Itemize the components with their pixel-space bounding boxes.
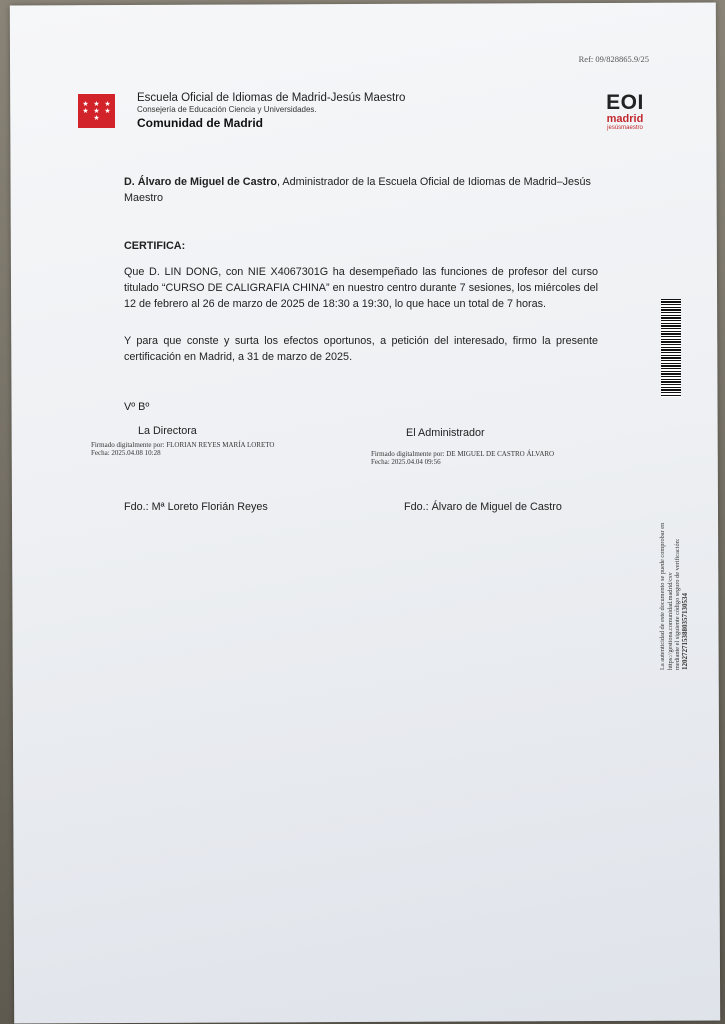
ministry-name: Consejería de Educación Ciencia y Universidades. [137,105,317,114]
eoi-logo-text: EOI [606,91,644,114]
administrator-title: El Administrador [406,427,485,439]
closing-paragraph: Y para que conste y surta los efectos oportunos, a petición del interesado, firmo la presente certificación en Madrid, a 31 de marzo de 2025. [124,335,598,363]
intro-text: , Administrador de la Escuela Oficial de Idiomas de Madrid–Jesús Maestro [124,176,591,204]
verification-line1: La autenticidad de este documento se puede comprobar en [659,522,666,670]
visto-bueno: Vº Bº [124,401,150,413]
certifica-heading: CERTIFICA: [124,240,186,252]
school-name: Escuela Oficial de Idiomas de Madrid-Jesús Maestro [137,92,406,104]
certificate-page [10,2,720,1023]
comunidad-madrid-flag-logo [78,94,115,128]
certification-paragraph: Que D. LIN DONG, con NIE X4067301G ha desempeñado las funciones de profesor del curso titulado “CURSO DE CALIGRAFIA CHINA” en nuestro centro durante 7 sesiones, los miércoles del 12 de febrero al 26 de marzo de 2025 de 18:30 a 19:30, lo que hace un total de 7 horas. [124,266,598,310]
eoi-logo-madrid: madrid [606,113,644,125]
eoi-logo-sub: jesúsmaestro [607,125,643,131]
director-signature-name: Fdo.: Mª Loreto Florián Reyes [124,501,268,513]
star-icon: ★ [93,100,100,108]
verification-code: 1202727153880357130534 [680,593,689,670]
director-sign-date: Fecha: 2025.04.08 10:28 [91,449,161,457]
administrator-signed-by: Firmado digitalmente por: DE MIGUEL DE CASTRO ÁLVARO [371,450,555,458]
region-name: Comunidad de Madrid [137,116,263,130]
verification-url: https://gestiona.comunidad.madrid/csv [666,572,674,670]
intro-paragraph [124,174,598,206]
star-icon: ★ [93,114,100,122]
administrator-name: D. Álvaro de Miguel de Castro [124,176,277,188]
verification-line3: mediante el siguiente código seguro de verificación: [674,538,681,670]
star-icon: ★ [104,107,111,115]
administrator-signature-name: Fdo.: Álvaro de Miguel de Castro [404,501,562,513]
administrator-sign-date: Fecha: 2025.04.04 09:56 [371,458,441,466]
star-icon: ★ [93,107,100,115]
star-icon: ★ [104,100,111,108]
verification-barcode [661,299,681,397]
director-digital-signature [91,441,274,457]
director-title: La Directora [138,425,197,437]
organization-header [137,92,405,130]
reference-number: Ref: 09/828865.9/25 [578,54,649,64]
star-icon: ★ [82,100,89,108]
director-signed-by: Firmado digitalmente por: FLORIAN REYES MARÍA LORETO [91,441,275,449]
eoi-logo [601,92,649,132]
star-icon: ★ [82,107,89,115]
administrator-digital-signature [371,450,554,466]
verification-text [659,400,689,670]
